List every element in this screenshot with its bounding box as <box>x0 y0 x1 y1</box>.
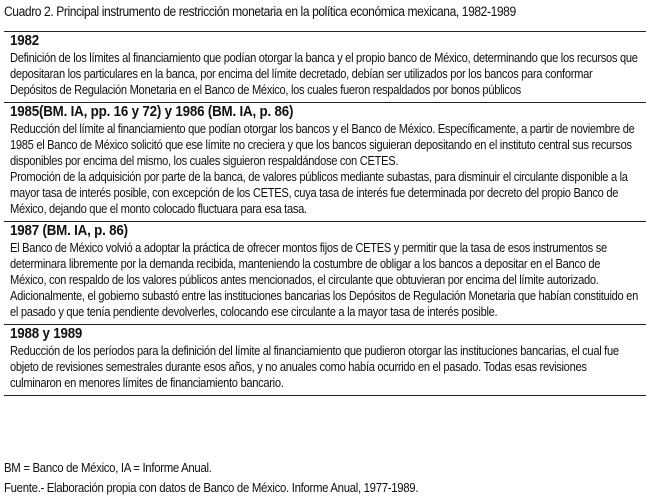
source-note: Fuente.- Elaboración propia con datos de Banco de México. Informe Anual, 1977-1989. <box>4 480 419 495</box>
row-paragraph: El Banco de México volvió a adoptar la práctica de ofrecer montos fijos de CETES y permitir que la tasa de esos instrumentos se determinara libremente por la demanda recibida, manteniendo la costumbre de obligar a los bancos a depositar en el Banco de México, con respaldo de los valores públicos antes mencionados, el circulante que obtuvieran por encima del límite autorizado. <box>10 241 607 288</box>
row-title: 1987 (BM. IA, p. 86) <box>10 223 128 239</box>
table-row-1982 <box>4 32 646 103</box>
row-paragraph: Adicionalmente, el gobierno subastó entre las instituciones bancarias los Depósitos de Regulación Monetaria que habían constituido en el pasado y que tenía pendiente devolverles, colocando ese circulante a la mayor tasa de interés posible. <box>10 288 638 319</box>
row-paragraph: Promoción de la adquisición por parte de la banca, de valores públicos mediante subastas, para disminuir el circulante disponible a la mayor tasa de interés posible, con excepción de los CETES, cuya tasa de interés fue determinada por decreto del propio Banco de México, dejando que el monto colocado fluctuara para esa tasa. <box>10 169 628 217</box>
table-row-1988-1989 <box>4 325 646 395</box>
row-paragraph: Reducción de los períodos para la definición del límite al financiamiento que pudieron otorgar las instituciones bancarias, el cual fue objeto de revisiones semestrales durante esos años, y no anuales como había ocurrido en el pasado. Todas esas revisiones culminaron en menores límites de financiamiento bancario. <box>10 344 619 391</box>
row-paragraph: Definición de los límites al financiamiento que podían otorgar la banca y el propio banco de México, determinando que los recursos que depositaran los particulares en la banca, por encima del límite decretado, debían ser utilizados por los bancos para conformar Depósitos de Regulación Monetaria en el Banco de México, los cuales fueron respaldados por bonos públicos <box>10 51 638 98</box>
abbreviations-note: BM = Banco de México, IA = Informe Anual. <box>4 460 212 475</box>
row-paragraph: Reducción del límite al financiamiento que podían otorgar los bancos y el Banco de México. Específicamente, a partir de noviembre de 1985 el Banco de México solicitó que ese límite no creciera y que los bancos siguieran depositando en el instituto central sus recursos disponibles por encima del mismo, los cuales siguieron respaldándose con CETES. <box>10 122 635 169</box>
table-notes <box>4 458 418 498</box>
table-row-1987 <box>4 222 646 325</box>
policy-table <box>4 31 646 396</box>
row-title: 1985(BM. IA, pp. 16 y 72) y 1986 (BM. IA, p. 86) <box>10 104 294 120</box>
table-caption: Cuadro 2. Principal instrumento de restricción monetaria en la política económica mexicana, 1982-1989 <box>4 4 516 19</box>
row-title: 1988 y 1989 <box>10 326 83 342</box>
table-row-1985-1986 <box>4 103 646 222</box>
row-title: 1982 <box>10 33 39 49</box>
